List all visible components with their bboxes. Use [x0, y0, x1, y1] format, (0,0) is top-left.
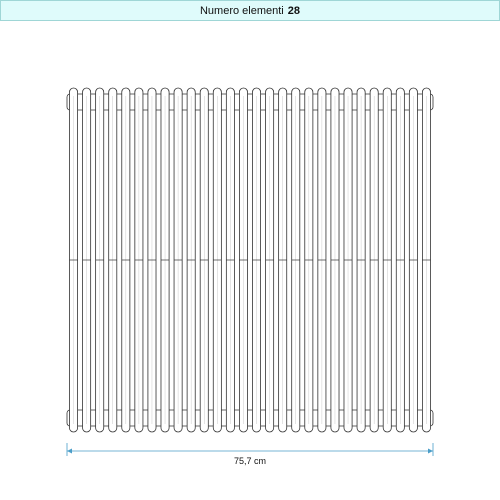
element-count-label: Numero elementi	[199, 4, 284, 17]
radiator-element	[252, 88, 260, 432]
width-label: 75,7 cm	[233, 456, 266, 466]
radiator-element	[331, 88, 339, 432]
element-count-value: 28	[287, 4, 300, 17]
radiator-element	[69, 88, 77, 432]
radiator-element	[279, 88, 287, 432]
radiator-element	[83, 88, 91, 432]
radiator-element	[226, 88, 234, 432]
width-dimension-line	[67, 443, 433, 456]
radiator-element	[174, 88, 182, 432]
radiator-element	[161, 88, 169, 432]
radiator-element	[213, 88, 221, 432]
radiator-element	[148, 88, 156, 432]
radiator-element	[187, 88, 195, 432]
radiator-element	[422, 88, 430, 432]
dimension-arrow-left	[67, 449, 72, 454]
radiator-element	[318, 88, 326, 432]
radiator-element	[122, 88, 130, 432]
radiator-element	[200, 88, 208, 432]
radiator-element	[239, 88, 247, 432]
radiator-element	[370, 88, 378, 432]
radiator-element	[266, 88, 274, 432]
radiator-element	[109, 88, 117, 432]
radiator-element	[96, 88, 104, 432]
radiator-element	[409, 88, 417, 432]
radiator-element	[344, 88, 352, 432]
dimension-arrow-right	[428, 449, 433, 454]
radiator-element	[292, 88, 300, 432]
radiator-element	[396, 88, 404, 432]
radiator-tubes	[67, 88, 433, 432]
radiator-element	[383, 88, 391, 432]
radiator-element	[135, 88, 143, 432]
radiator-element	[357, 88, 365, 432]
radiator-element	[305, 88, 313, 432]
